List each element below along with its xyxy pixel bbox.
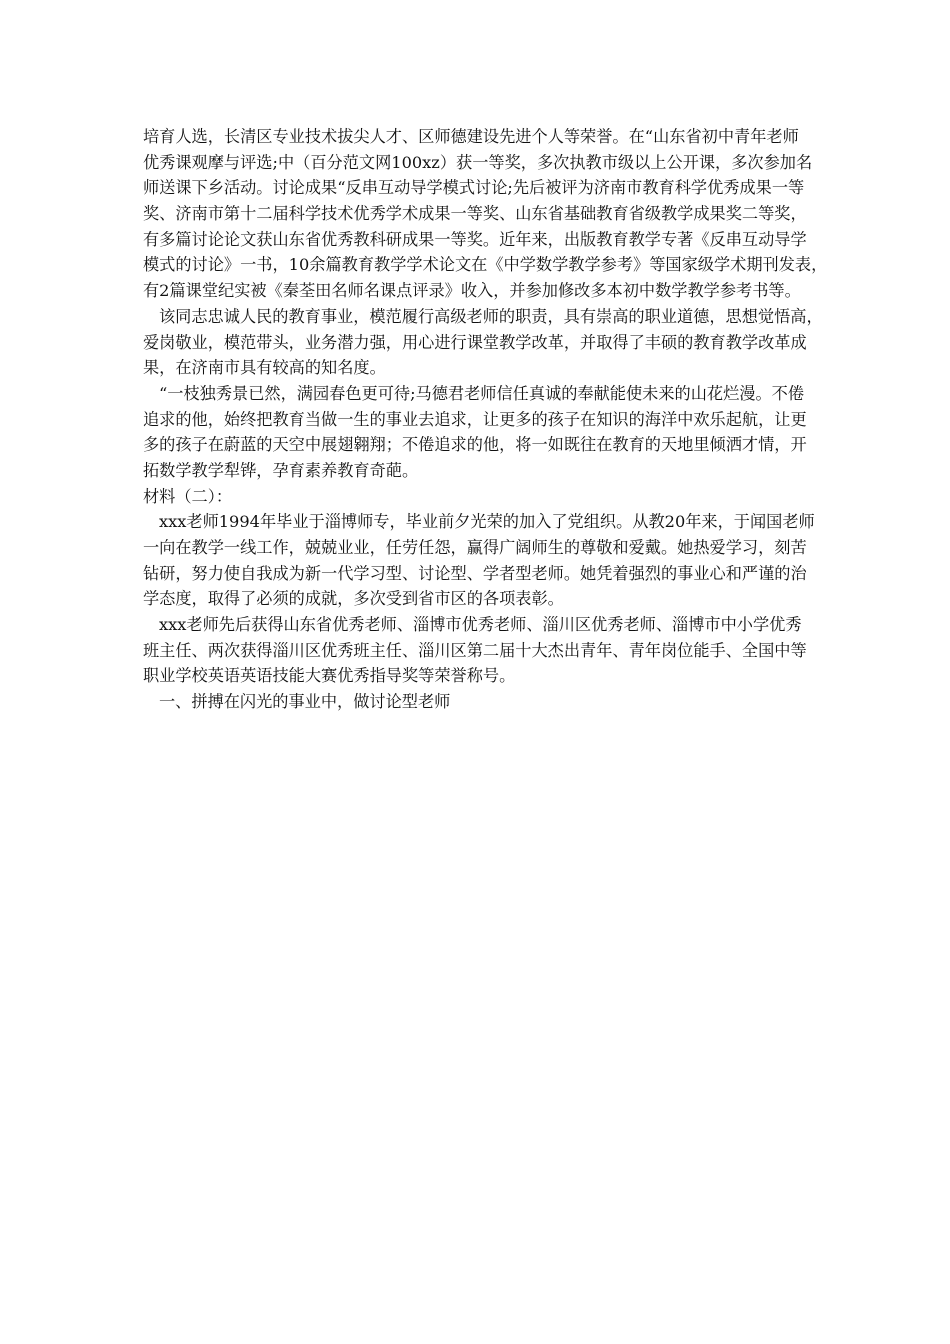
text-line: 拓数学教学犁铧，孕育素养教育奇葩。 [143, 460, 419, 480]
text-line: 钻研，努力使自我成为新一代学习型、讨论型、学者型老师。她凭着强烈的事业心和严谨的治 [143, 563, 807, 583]
paragraph-start-line: “一枝独秀景已然，满园春色更可待;马德君老师信任真诚的奉献能使未来的山花烂漫。不倦 [159, 383, 805, 403]
text-line: 职业学校英语英语技能大赛优秀指导奖等荣誉称号。 [143, 666, 516, 686]
text-line: 一向在教学一线工作，兢兢业业，任劳任怨，赢得广阔师生的尊敬和爱戴。她热爱学习，刻苦 [143, 538, 807, 557]
text-line: 奖、济南市第十二届科学技术优秀学术成果一等奖、山东省基础教育省级教学成果奖二等奖， [143, 204, 807, 224]
text-line: 师送课下乡活动。讨论成果“反串互动导学模式讨论;先后被评为济南市教育科学优秀成果一等 [143, 178, 805, 198]
text-line: 模式的讨论》一书，10余篇教育教学学术论文在《中学数学教学参考》等国家级学术期刊发表， [143, 255, 828, 275]
text-line: 有2篇课堂纪实被《秦荃田名师名课点评录》收入，并参加修改多本初中数学教学参考书等。 [143, 281, 801, 301]
text-line: 追求的他，始终把教育当做一生的事业去追求，让更多的孩子在知识的海洋中欢乐起航，让更 [143, 409, 807, 429]
text-line: 优秀课观摩与评选;中（百分范文网100xz）获一等奖，多次执教市级以上公开课，多次参加名 [143, 152, 813, 172]
text-line: 学态度，取得了必须的成就，多次受到省市区的各项表彰。 [143, 589, 564, 609]
document-body [143, 124, 828, 715]
text-line: 多的孩子在蔚蓝的天空中展翅翱翔；不倦追求的他，将一如既往在教育的天地里倾洒才情，开 [143, 435, 807, 455]
paragraph-start-line: xxx老师先后获得山东省优秀老师、淄博市优秀老师、淄川区优秀老师、淄博市中小学优秀 [159, 615, 802, 635]
paragraph-start-line: xxx老师1994年毕业于淄博师专，毕业前夕光荣的加入了党组织。从教20年来，于闻国老师 [159, 512, 815, 532]
text-line: 班主任、两次获得淄川区优秀班主任、淄川区第二届十大杰出青年、青年岗位能手、全国中等 [143, 640, 807, 660]
text-line: 培育人选，长清区专业技术拔尖人才、区师德建设先进个人等荣誉。在“山东省初中青年老师 [143, 127, 799, 146]
text-line: 爱岗敬业，模范带头，业务潜力强，用心进行课堂教学改革，并取得了丰硕的教育教学改革成 [143, 332, 807, 352]
text-line: 有多篇讨论论文获山东省优秀教科研成果一等奖。近年来，出版教育教学专著《反串互动导学 [143, 229, 807, 249]
section-heading: 材料（二）： [143, 486, 233, 506]
text-line: 果，在济南市具有较高的知名度。 [143, 358, 386, 378]
paragraph-start-line: 该同志忠诚人民的教育事业，模范履行高级老师的职责，具有崇高的职业道德，思想觉悟高， [159, 306, 823, 326]
subheading-line: 一、拼搏在闪光的事业中，做讨论型老师 [159, 692, 451, 712]
